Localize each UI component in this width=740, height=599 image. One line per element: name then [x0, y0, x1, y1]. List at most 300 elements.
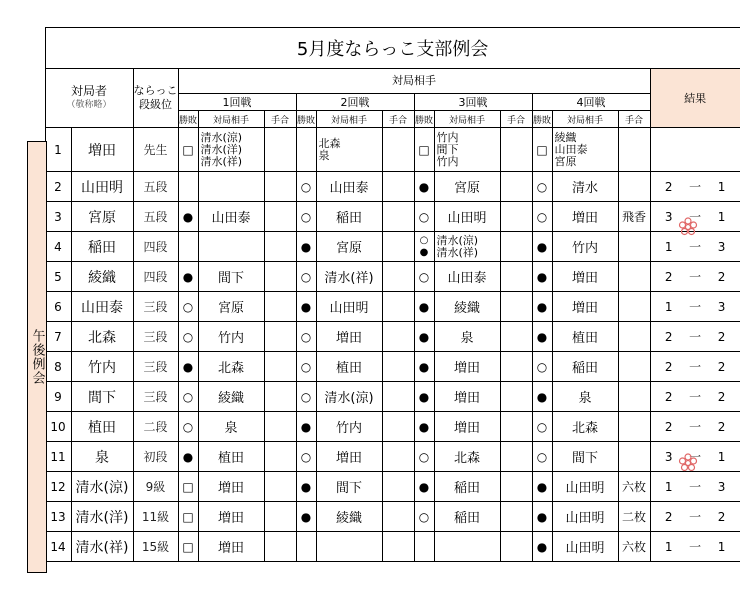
- opponent-name-line: 清水(祥): [200, 154, 243, 168]
- win-loss-mark: ○: [178, 322, 198, 352]
- opponent-name: 宮原: [316, 232, 382, 262]
- handicap-note: [382, 442, 414, 472]
- opponent-name-line: 竹内: [436, 130, 459, 144]
- handicap-note: [264, 232, 296, 262]
- result-dash: 一: [689, 180, 702, 194]
- result-dash: 一: [689, 390, 702, 404]
- opponent-name: 綾織: [316, 502, 382, 532]
- opponent-name: 間下: [316, 472, 382, 502]
- opponent-name: 清水: [552, 172, 618, 202]
- opponent-name: [316, 128, 382, 172]
- opponent-name-line: 竹内: [436, 154, 459, 168]
- opponent-name: 北森: [434, 442, 500, 472]
- handicap-note: [500, 232, 532, 262]
- handicap-note: [500, 442, 532, 472]
- opponent-name-line: 間下: [436, 142, 459, 156]
- result-wins: 2: [664, 419, 673, 434]
- win-loss-mark: □: [414, 128, 434, 172]
- player-name: 植田: [71, 412, 133, 442]
- player-name: 間下: [71, 382, 133, 412]
- player-rank: 四段: [133, 262, 178, 292]
- win-loss-mark: ●: [414, 382, 434, 412]
- row-number: 2: [45, 172, 71, 202]
- rank-header-line1: ならっこ: [133, 84, 178, 97]
- rank-header-line2: 段級位: [139, 98, 172, 111]
- handicap-note: [264, 352, 296, 382]
- result-losses: 2: [717, 269, 726, 284]
- handicap-note: [382, 412, 414, 442]
- opponent-name: [198, 172, 264, 202]
- opponent-name: 山田明: [552, 502, 618, 532]
- result-losses: 3: [717, 479, 726, 494]
- win-loss-mark: ○: [532, 202, 552, 232]
- handicap-header: 手合: [618, 111, 650, 128]
- player-rank: 四段: [133, 232, 178, 262]
- result-losses: 3: [717, 239, 726, 254]
- row-number: 14: [45, 532, 71, 562]
- opponent-name: [434, 232, 500, 262]
- opponents-header: 対局相手: [178, 69, 650, 94]
- win-loss-mark: ●: [532, 382, 552, 412]
- player-name: 稲田: [71, 232, 133, 262]
- opponent-name: [552, 128, 618, 172]
- opponent-name: 増田: [552, 202, 618, 232]
- result-score: [650, 472, 740, 502]
- result-wins: 1: [664, 239, 673, 254]
- handicap-note: [618, 442, 650, 472]
- opponent-name: 宮原: [198, 292, 264, 322]
- row-number: 7: [45, 322, 71, 352]
- handicap-note: [500, 472, 532, 502]
- handicap-note: [382, 532, 414, 562]
- handicap-note: [382, 232, 414, 262]
- handicap-header: 手合: [264, 111, 296, 128]
- handicap-note: [500, 202, 532, 232]
- opponent-name: 北森: [552, 412, 618, 442]
- flower-stamp-icon: [678, 217, 698, 237]
- win-loss-mark: ●: [414, 352, 434, 382]
- win-loss-mark: ●: [532, 502, 552, 532]
- win-loss-mark: ●: [414, 292, 434, 322]
- player-rank: 初段: [133, 442, 178, 472]
- handicap-note: [382, 172, 414, 202]
- player-rank: 11級: [133, 502, 178, 532]
- result-losses: 2: [717, 509, 726, 524]
- player-rank: 三段: [133, 322, 178, 352]
- result-dash: 一: [689, 270, 702, 284]
- result-score: [650, 128, 740, 172]
- player-rank: 15級: [133, 532, 178, 562]
- win-loss-mark: ○: [178, 412, 198, 442]
- results-table: [27, 27, 740, 562]
- player-rank: 三段: [133, 382, 178, 412]
- opponent-name: [198, 128, 264, 172]
- handicap-note: [382, 322, 414, 352]
- handicap-note: [618, 322, 650, 352]
- handicap-note: [618, 128, 650, 172]
- win-loss-mark: ●: [296, 412, 316, 442]
- win-loss-mark: ●: [532, 322, 552, 352]
- player-rank: 9級: [133, 472, 178, 502]
- win-loss-header: 勝敗: [178, 111, 198, 128]
- result-wins: 1: [664, 479, 673, 494]
- result-losses: 2: [717, 419, 726, 434]
- opponent-name: [434, 532, 500, 562]
- table-row: [27, 502, 740, 532]
- header-side-blank: [27, 69, 45, 128]
- result-dash: 一: [689, 480, 702, 494]
- result-losses: 1: [717, 179, 726, 194]
- win-loss-mark: □: [178, 128, 198, 172]
- row-number: 3: [45, 202, 71, 232]
- result-losses: 1: [717, 449, 726, 464]
- result-wins: 2: [664, 509, 673, 524]
- result-losses: 1: [717, 209, 726, 224]
- handicap-note: [382, 502, 414, 532]
- result-losses: 2: [717, 389, 726, 404]
- win-loss-header: 勝敗: [296, 111, 316, 128]
- win-loss-mark: ●: [414, 412, 434, 442]
- opponent-name: 山田明: [316, 292, 382, 322]
- row-number: 12: [45, 472, 71, 502]
- result-wins: 1: [664, 299, 673, 314]
- opponent-name: 泉: [198, 412, 264, 442]
- handicap-note: [500, 352, 532, 382]
- row-number: 13: [45, 502, 71, 532]
- handicap-note: [264, 202, 296, 232]
- win-loss-mark: ○: [296, 202, 316, 232]
- result-score: [650, 352, 740, 382]
- table-row: [27, 262, 740, 292]
- result-dash: 一: [689, 240, 702, 254]
- handicap-note: [618, 262, 650, 292]
- player-name: 清水(洋): [71, 502, 133, 532]
- handicap-note: [264, 412, 296, 442]
- handicap-note: [382, 382, 414, 412]
- player-name: 泉: [71, 442, 133, 472]
- win-loss-mark: [414, 232, 434, 262]
- result-score: [650, 172, 740, 202]
- table-row: [27, 292, 740, 322]
- win-loss-mark: ○: [296, 322, 316, 352]
- handicap-note: [618, 292, 650, 322]
- win-loss-mark: ●: [296, 502, 316, 532]
- handicap-note: [618, 172, 650, 202]
- win-loss-mark: ●: [296, 472, 316, 502]
- flower-stamp-icon: [678, 453, 698, 473]
- player-name: 綾織: [71, 262, 133, 292]
- handicap-note: [500, 262, 532, 292]
- handicap-note: [500, 322, 532, 352]
- win-loss-mark: ●: [414, 472, 434, 502]
- handicap-note: [500, 382, 532, 412]
- result-wins: 2: [664, 359, 673, 374]
- table-row: [27, 202, 740, 232]
- win-loss-mark: [296, 128, 316, 172]
- win-loss-mark: ●: [296, 232, 316, 262]
- opponent-name: 竹内: [198, 322, 264, 352]
- row-number: 1: [45, 128, 71, 172]
- result-losses: 2: [717, 329, 726, 344]
- opponent-name: 増田: [198, 472, 264, 502]
- win-loss-mark: [414, 532, 434, 562]
- opponent-header: 対局相手: [198, 111, 264, 128]
- round-header-4: 4回戦: [532, 94, 650, 111]
- opponent-header: 対局相手: [316, 111, 382, 128]
- result-wins: 3: [664, 209, 673, 224]
- opponent-name: 増田: [434, 412, 500, 442]
- handicap-note: [500, 532, 532, 562]
- opponent-name: [434, 128, 500, 172]
- win-loss-mark: ○: [296, 262, 316, 292]
- opponent-name-line: 山田泰: [554, 142, 588, 156]
- handicap-note: [382, 292, 414, 322]
- player-rank: 五段: [133, 172, 178, 202]
- player-name: 清水(涼): [71, 472, 133, 502]
- opponent-name: 泉: [434, 322, 500, 352]
- section-label-box: [27, 141, 47, 573]
- player-rank: 先生: [133, 128, 178, 172]
- win-loss-mark: ○: [532, 352, 552, 382]
- opponent-name-line: 清水(祥): [436, 245, 479, 259]
- opponent-name: 植田: [198, 442, 264, 472]
- win-loss-mark-line: ●: [419, 246, 429, 258]
- win-loss-mark: ●: [532, 532, 552, 562]
- result-wins: 2: [664, 179, 673, 194]
- handicap-note: [500, 128, 532, 172]
- player-name: 宮原: [71, 202, 133, 232]
- player-name: 北森: [71, 322, 133, 352]
- opponent-name: 綾織: [434, 292, 500, 322]
- player-name: 清水(祥): [71, 532, 133, 562]
- round-header-2: 2回戦: [296, 94, 414, 111]
- result-score: [650, 262, 740, 292]
- win-loss-mark: ●: [178, 202, 198, 232]
- handicap-note: [264, 292, 296, 322]
- opponent-name: 植田: [552, 322, 618, 352]
- opponent-header: 対局相手: [552, 111, 618, 128]
- opponent-name: 山田明: [552, 472, 618, 502]
- table-row: [27, 128, 740, 172]
- opponent-name: 宮原: [434, 172, 500, 202]
- table-row: [27, 382, 740, 412]
- row-number: 5: [45, 262, 71, 292]
- handicap-note: [264, 472, 296, 502]
- result-dash: 一: [689, 450, 702, 464]
- row-number: 10: [45, 412, 71, 442]
- win-loss-mark: □: [178, 532, 198, 562]
- result-score: [650, 502, 740, 532]
- player-name: 山田明: [71, 172, 133, 202]
- win-loss-mark-line: ○: [419, 234, 429, 246]
- result-wins: 1: [664, 539, 673, 554]
- opponent-name: 植田: [316, 352, 382, 382]
- handicap-note: [382, 262, 414, 292]
- opponent-name-line: 清水(涼): [200, 130, 243, 144]
- result-dash: 一: [689, 420, 702, 434]
- opponent-name: 山田泰: [198, 202, 264, 232]
- opponent-name: 増田: [552, 262, 618, 292]
- handicap-note: 六枚: [618, 532, 650, 562]
- table-row: [27, 472, 740, 502]
- win-loss-mark: ○: [414, 262, 434, 292]
- handicap-note: [264, 322, 296, 352]
- result-wins: 2: [664, 269, 673, 284]
- result-dash: 一: [689, 330, 702, 344]
- opponent-name-line: 宮原: [554, 154, 577, 168]
- win-loss-mark: [178, 172, 198, 202]
- win-loss-mark: ○: [178, 292, 198, 322]
- opponent-name: 増田: [434, 382, 500, 412]
- row-number: 6: [45, 292, 71, 322]
- table-row: [27, 412, 740, 442]
- opponent-name: 山田泰: [434, 262, 500, 292]
- table-row: [27, 532, 740, 562]
- table-row: [27, 172, 740, 202]
- opponent-name: [316, 532, 382, 562]
- opponent-name: 増田: [198, 502, 264, 532]
- opponent-name: 増田: [316, 442, 382, 472]
- opponent-name: 稲田: [434, 472, 500, 502]
- opponent-name-line: 北森: [318, 136, 341, 150]
- win-loss-mark: ○: [296, 382, 316, 412]
- row-number: 4: [45, 232, 71, 262]
- handicap-note: [264, 532, 296, 562]
- row-number: 9: [45, 382, 71, 412]
- handicap-note: [264, 128, 296, 172]
- result-dash: 一: [689, 210, 702, 224]
- result-score: [650, 292, 740, 322]
- opponent-name: 間下: [198, 262, 264, 292]
- win-loss-mark: ●: [178, 442, 198, 472]
- opponent-name: 清水(涼): [316, 382, 382, 412]
- opponent-name-line: 綾織: [554, 130, 577, 144]
- win-loss-header: 勝敗: [532, 111, 552, 128]
- result-dash: 一: [689, 300, 702, 314]
- corner-blank: [27, 28, 45, 69]
- win-loss-mark: ●: [532, 472, 552, 502]
- rank-header: [133, 69, 178, 128]
- win-loss-mark: ○: [296, 442, 316, 472]
- opponent-name: 稲田: [552, 352, 618, 382]
- handicap-note: [382, 472, 414, 502]
- table-row: [27, 232, 740, 262]
- win-loss-mark: □: [178, 472, 198, 502]
- opponent-name-line: 清水(洋): [200, 142, 243, 156]
- player-header-note: （敬称略）: [66, 100, 112, 110]
- result-score: [650, 412, 740, 442]
- result-header: 結果: [650, 69, 740, 128]
- result-wins: 3: [664, 449, 673, 464]
- player-rank: 五段: [133, 202, 178, 232]
- player-name: 山田泰: [71, 292, 133, 322]
- opponent-name: 綾織: [198, 382, 264, 412]
- handicap-note: 飛香: [618, 202, 650, 232]
- table-row: [27, 352, 740, 382]
- player-name: 竹内: [71, 352, 133, 382]
- opponent-name: 山田泰: [316, 172, 382, 202]
- result-losses: 1: [717, 539, 726, 554]
- player-rank: 三段: [133, 352, 178, 382]
- win-loss-mark: [178, 232, 198, 262]
- opponent-name-line: 清水(涼): [436, 233, 479, 247]
- win-loss-mark: ●: [532, 262, 552, 292]
- opponent-name: 増田: [198, 532, 264, 562]
- handicap-note: [618, 412, 650, 442]
- win-loss-mark: ○: [532, 172, 552, 202]
- handicap-note: [618, 352, 650, 382]
- result-wins: 2: [664, 329, 673, 344]
- handicap-note: [264, 442, 296, 472]
- win-loss-mark: ●: [532, 232, 552, 262]
- table-row: [27, 442, 740, 472]
- win-loss-mark: ○: [532, 412, 552, 442]
- win-loss-mark: ○: [296, 352, 316, 382]
- round-header-3: 3回戦: [414, 94, 532, 111]
- win-loss-mark: ●: [178, 352, 198, 382]
- win-loss-mark: ○: [532, 442, 552, 472]
- win-loss-mark: ○: [414, 442, 434, 472]
- table-row: [27, 322, 740, 352]
- win-loss-mark: ○: [178, 382, 198, 412]
- opponent-name-line: 泉: [318, 148, 330, 162]
- handicap-note: [264, 172, 296, 202]
- result-score: [650, 322, 740, 352]
- handicap-note: [264, 382, 296, 412]
- win-loss-mark: ●: [296, 292, 316, 322]
- opponent-name: 間下: [552, 442, 618, 472]
- win-loss-mark: ●: [414, 322, 434, 352]
- opponent-name: 清水(祥): [316, 262, 382, 292]
- opponent-name: 山田明: [552, 532, 618, 562]
- result-dash: 一: [689, 360, 702, 374]
- result-score: [650, 382, 740, 412]
- opponent-name: 増田: [552, 292, 618, 322]
- player-header: [45, 69, 133, 128]
- result-losses: 2: [717, 359, 726, 374]
- result-score: [650, 532, 740, 562]
- win-loss-mark: [296, 532, 316, 562]
- opponent-name: 増田: [316, 322, 382, 352]
- win-loss-mark: ○: [414, 502, 434, 532]
- handicap-note: [382, 202, 414, 232]
- handicap-note: [382, 352, 414, 382]
- result-wins: 2: [664, 389, 673, 404]
- opponent-name: [198, 232, 264, 262]
- win-loss-mark: □: [178, 502, 198, 532]
- opponent-name: 北森: [198, 352, 264, 382]
- handicap-note: 二枚: [618, 502, 650, 532]
- handicap-note: [618, 382, 650, 412]
- opponent-name: 竹内: [316, 412, 382, 442]
- opponent-name: 増田: [434, 352, 500, 382]
- opponent-name: 泉: [552, 382, 618, 412]
- opponent-name: 竹内: [552, 232, 618, 262]
- section-label: 午後例会: [29, 329, 45, 385]
- round-header-1: 1回戦: [178, 94, 296, 111]
- handicap-note: [500, 502, 532, 532]
- handicap-note: [264, 262, 296, 292]
- handicap-header: 手合: [500, 111, 532, 128]
- handicap-note: [382, 128, 414, 172]
- handicap-header: 手合: [382, 111, 414, 128]
- handicap-note: [618, 232, 650, 262]
- handicap-note: [500, 292, 532, 322]
- row-number: 11: [45, 442, 71, 472]
- win-loss-mark: ●: [414, 172, 434, 202]
- win-loss-header: 勝敗: [414, 111, 434, 128]
- handicap-note: [500, 412, 532, 442]
